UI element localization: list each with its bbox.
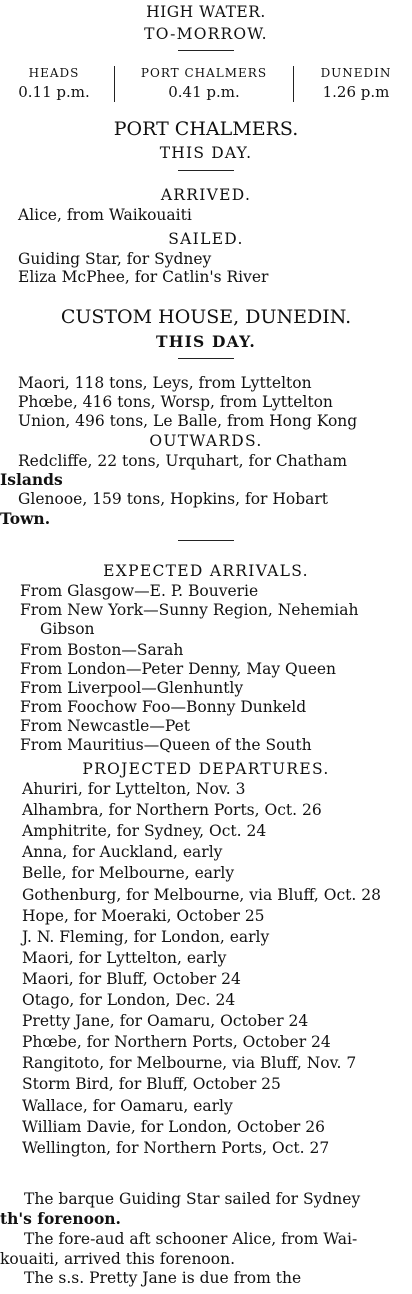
expected-arrival: From London—Peter Denny, May Queen: [20, 660, 337, 678]
departure-entry: Amphitrite, for Sydney, Oct. 24: [22, 822, 267, 841]
arrived-heading: ARRIVED.: [160, 186, 252, 204]
high-water-table: [0, 64, 412, 108]
expected-arrival: From Liverpool—Glenhuntly: [20, 679, 244, 697]
tide-time: 0.41 p.m.: [168, 83, 240, 101]
inward-entry: Phœbe, 416 tons, Worsp, from Lyttelton: [18, 393, 333, 411]
outward-entry-cont: Islands: [0, 470, 63, 489]
column-divider: [114, 66, 115, 102]
departure-entry: Alhambra, for Northern Ports, Oct. 26: [22, 801, 322, 820]
departure-entry: Gothenburg, for Melbourne, via Bluff, Oct. 28: [22, 885, 381, 904]
news-paragraph: The fore-aud aft schooner Alice, from Wai-: [24, 1230, 358, 1248]
tide-location: PORT CHALMERS: [140, 66, 268, 80]
departure-entry: Pretty Jane, for Oamaru, October 24: [22, 1012, 309, 1031]
news-paragraph-cont: kouaiti, arrived this forenoon.: [0, 1250, 235, 1268]
sailed-entry: Eliza McPhee, for Catlin's River: [18, 268, 269, 286]
inward-entry: Union, 496 tons, Le Balle, from Hong Kong: [18, 412, 358, 430]
tide-time: 0.11 p.m.: [18, 83, 90, 101]
news-paragraph: The s.s. Pretty Jane is due from the: [24, 1269, 302, 1287]
tide-column-port-chalmers: [118, 64, 290, 102]
custom-house-title: CUSTOM HOUSE, DUNEDIN.: [60, 306, 352, 328]
departure-entry: Ahuriri, for Lyttelton, Nov. 3: [22, 780, 246, 798]
expected-arrival-cont: Gibson: [40, 620, 95, 638]
expected-arrival: From Boston—Sarah: [20, 641, 184, 659]
departure-entry: Otago, for London, Dec. 24: [22, 991, 236, 1009]
divider: [178, 540, 234, 541]
departure-entry: Rangitoto, for Melbourne, via Bluff, Nov. 7: [22, 1054, 357, 1073]
divider: [178, 358, 234, 359]
departure-entry: Wallace, for Oamaru, early: [22, 1096, 233, 1115]
departure-entry: J. N. Fleming, for London, early: [22, 927, 270, 946]
divider: [178, 170, 234, 171]
expected-arrival: From Mauritius—Queen of the South: [20, 736, 312, 754]
departure-entry: Phœbe, for Northern Ports, October 24: [22, 1033, 331, 1052]
expected-arrival: From Newcastle—Pet: [20, 717, 190, 735]
tide-location: DUNEDIN: [320, 66, 392, 80]
expected-arrival: From Foochow Foo—Bonny Dunkeld: [20, 698, 307, 716]
port-chalmers-subtitle: THIS DAY.: [159, 144, 253, 162]
custom-house-subtitle: THIS DAY.: [156, 332, 256, 351]
news-paragraph-cont: th's forenoon.: [0, 1209, 121, 1228]
port-chalmers-title: PORT CHALMERS.: [113, 118, 299, 140]
tide-location: HEADS: [28, 66, 80, 80]
outward-entry-cont: Town.: [0, 509, 51, 528]
high-water-subtitle: TO-MORROW.: [144, 25, 268, 43]
projected-departures-heading: PROJECTED DEPARTURES.: [82, 760, 330, 778]
tide-column-heads: [0, 64, 108, 102]
departure-entry: Belle, for Melbourne, early: [22, 864, 235, 883]
departure-entry: Storm Bird, for Bluff, October 25: [22, 1075, 281, 1094]
column-divider: [293, 66, 294, 102]
outward-entry: Redcliffe, 22 tons, Urquhart, for Chatham: [18, 452, 348, 470]
sailed-heading: SAILED.: [168, 230, 244, 248]
inward-entry: Maori, 118 tons, Leys, from Lyttelton: [18, 374, 312, 392]
divider: [178, 50, 234, 51]
departure-entry: Anna, for Auckland, early: [22, 843, 223, 862]
arrival-entry: Alice, from Waikouaiti: [18, 206, 192, 224]
outwards-heading: OUTWARDS.: [149, 432, 263, 450]
news-paragraph: The barque Guiding Star sailed for Sydney: [24, 1190, 361, 1208]
tide-column-dunedin: [300, 64, 412, 102]
departure-entry: William Davie, for London, October 26: [22, 1117, 325, 1136]
departure-entry: Maori, for Bluff, October 24: [22, 969, 241, 988]
sailed-entry: Guiding Star, for Sydney: [18, 250, 212, 268]
departure-entry: Wellington, for Northern Ports, Oct. 27: [22, 1138, 330, 1157]
outward-entry: Glenooe, 159 tons, Hopkins, for Hobart: [18, 490, 329, 508]
high-water-title: HIGH WATER.: [146, 3, 266, 21]
departure-entry: Maori, for Lyttelton, early: [22, 948, 227, 967]
expected-arrival: From Glasgow—E. P. Bouverie: [20, 582, 259, 600]
departure-entry: Hope, for Moeraki, October 25: [22, 906, 265, 925]
expected-arrivals-heading: EXPECTED ARRIVALS.: [103, 562, 309, 580]
tide-time: 1.26 p.m: [322, 83, 390, 101]
expected-arrival: From New York—Sunny Region, Nehemiah: [20, 601, 359, 619]
